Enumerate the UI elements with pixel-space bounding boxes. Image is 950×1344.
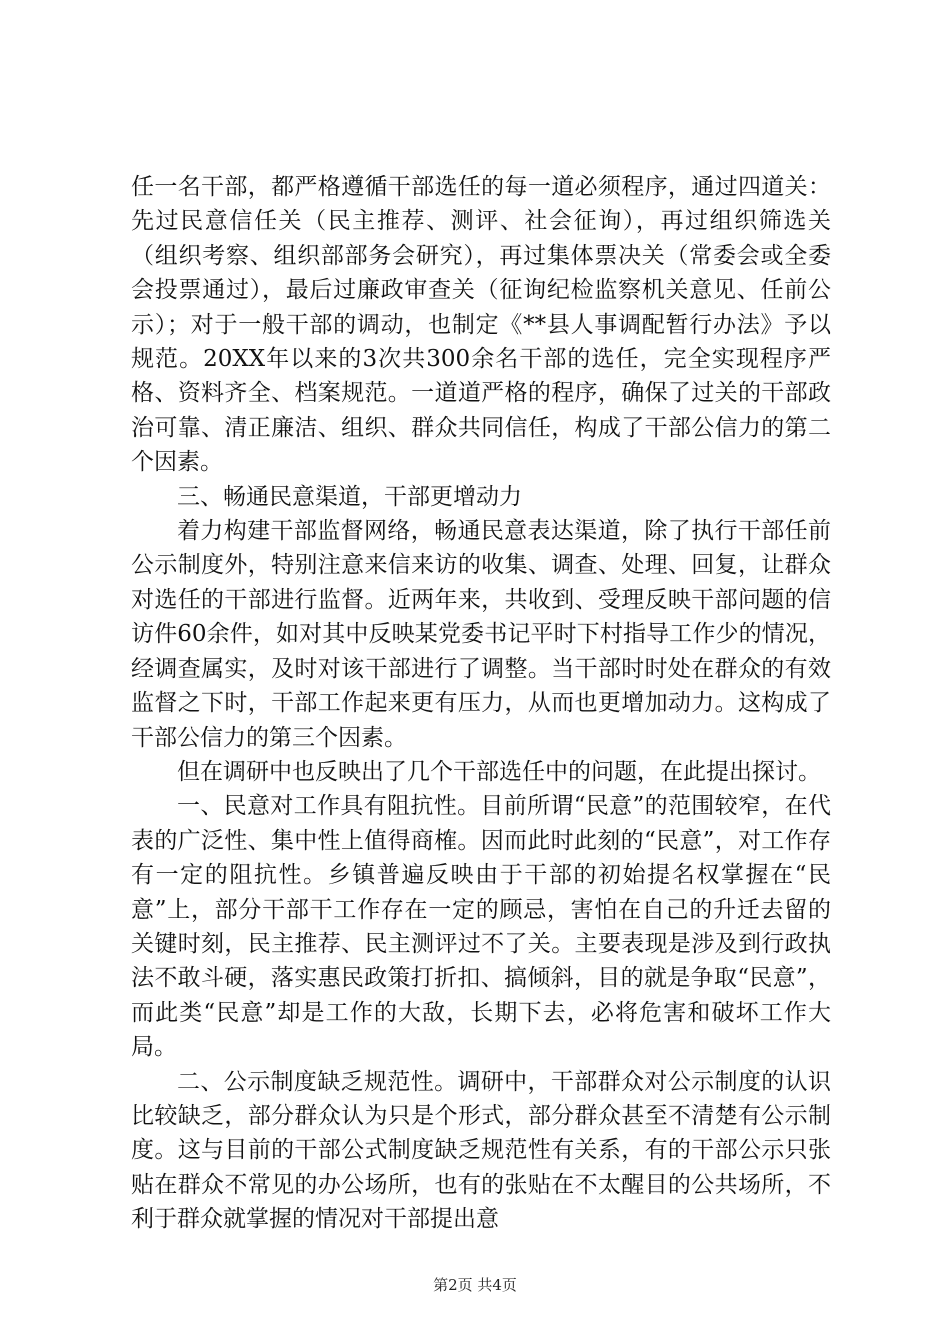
document-body: [131, 170, 831, 1237]
paragraph-supervision: 着力构建干部监督网络，畅通民意表达渠道，除了执行干部任前公示制度外，特别注意来信来访的收集、调查、处理、回复，让群众对选任的干部进行监督。近两年来，共收到、受理反映干部问题的信访件60余件，如对其中反映某党委书记平时下村指导工作少的情况，经调查属实，及时对该干部进行了调整。当干部时时处在群众的有效监督之下时，干部工作起来更有压力，从而也更增加动力。这构成了干部公信力的第三个因素。: [131, 518, 831, 751]
page-footer: 第2页 共4页: [433, 1276, 517, 1294]
paragraph-continuation: 任一名干部，都严格遵循干部选任的每一道必须程序，通过四道关：先过民意信任关（民主推荐、测评、社会征询），再过组织筛选关（组织考察、组织部部务会研究），再过集体票决关（常委会或全委会投票通过），最后过廉政审查关（征询纪检监察机关意见、任前公示）；对于一般干部的调动，也制定《**县人事调配暂行办法》予以规范。20XX年以来的3次共300余名干部的选任，完全实现程序严格、资料齐全、档案规范。一道道严格的程序，确保了过关的干部政治可靠、清正廉洁、组织、群众共同信任，构成了干部公信力的第二个因素。: [131, 174, 831, 476]
paragraph-issues-intro: 但在调研中也反映出了几个干部选任中的问题，在此提出探讨。: [177, 758, 821, 785]
paragraph-issue-1: 一、民意对工作具有阻抗性。目前所谓“民意”的范围较窄，在代表的广泛性、集中性上值得商榷。因而此时此刻的“民意”，对工作存有一定的阻抗性。乡镇普遍反映由于干部的初始提名权掌握在“民意”上，部分干部干工作存在一定的顾忌，害怕在自己的升迁去留的关键时刻，民主推荐、民主测评过不了关。主要表现是涉及到行政执法不敢斗硬，落实惠民政策打折扣、搞倾斜，目的就是争取“民意”，而此类“民意”却是工作的大敌，长期下去，必将危害和破坏工作大局。: [131, 793, 831, 1061]
paragraph-issue-2: 二、公示制度缺乏规范性。调研中，干部群众对公示制度的认识比较缺乏，部分群众认为只是个形式，部分群众甚至不清楚有公示制度。这与目前的干部公式制度缺乏规范性有关系，有的干部公示只张贴在群众不常见的办公场所，也有的张贴在不太醒目的公共场所，不利于群众就掌握的情况对干部提出意: [131, 1068, 831, 1233]
section-heading-3: 三、畅通民意渠道，干部更增动力: [177, 483, 522, 510]
